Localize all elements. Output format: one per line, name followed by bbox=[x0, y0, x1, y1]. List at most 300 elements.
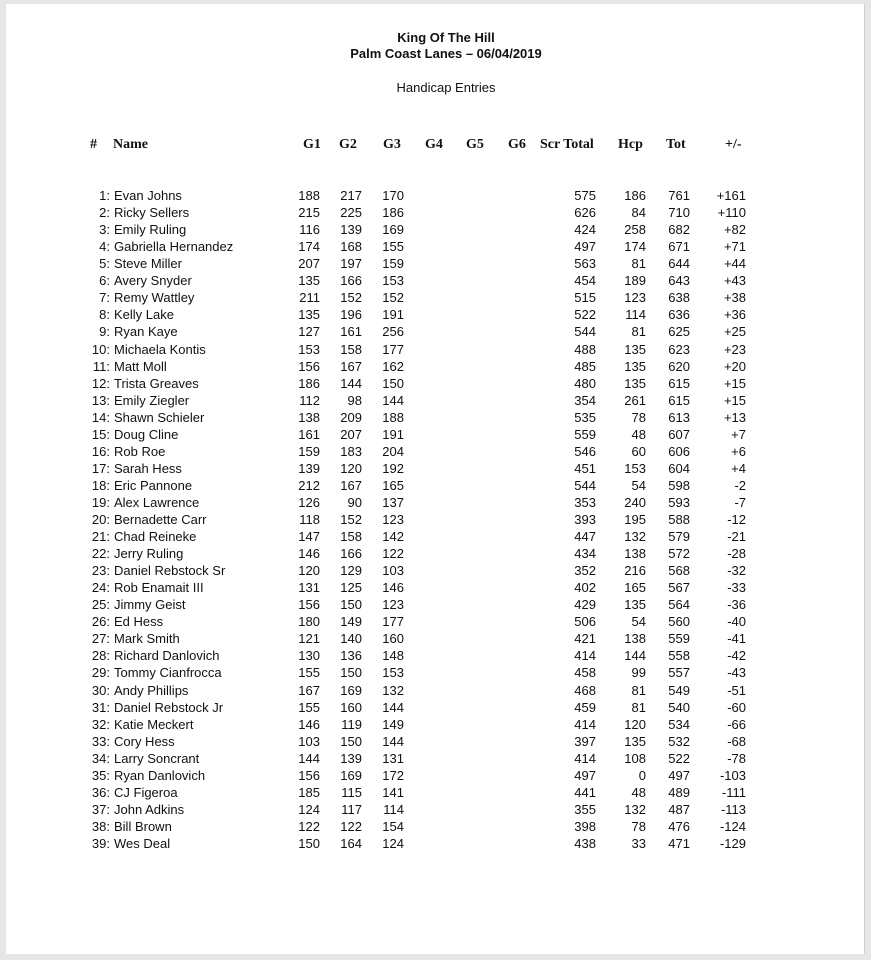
entry-name: Emily Ziegler bbox=[114, 392, 190, 408]
entry-tot: 598 bbox=[668, 477, 690, 493]
entry-name: Mark Smith bbox=[114, 631, 180, 647]
entry-g1: 215 bbox=[298, 205, 320, 221]
entry-g1: 122 bbox=[298, 818, 320, 834]
table-row bbox=[6, 238, 864, 255]
column-header-g1: G1 bbox=[303, 137, 321, 152]
entry-plus-minus: +25 bbox=[723, 324, 746, 340]
table-row bbox=[6, 664, 864, 681]
entry-scr-total: 575 bbox=[574, 188, 596, 203]
entry-plus-minus: -2 bbox=[734, 477, 746, 493]
entry-g3: 165 bbox=[382, 477, 404, 493]
entry-number: 31: bbox=[91, 699, 110, 715]
entry-tot: 636 bbox=[668, 307, 690, 323]
entry-tot: 557 bbox=[668, 665, 690, 681]
entry-number: 14: bbox=[91, 409, 110, 425]
entry-name: Steve Miller bbox=[114, 256, 182, 272]
entry-g2: 207 bbox=[340, 426, 362, 442]
entry-g3: 144 bbox=[382, 699, 404, 715]
entry-g3: 146 bbox=[382, 580, 404, 596]
entry-name: Ricky Sellers bbox=[114, 205, 190, 221]
entry-number: 9: bbox=[99, 324, 110, 340]
entry-g3: 103 bbox=[382, 563, 404, 579]
entry-g1: 146 bbox=[298, 546, 320, 561]
entry-plus-minus: +13 bbox=[723, 409, 746, 425]
entry-g3: 144 bbox=[382, 733, 404, 749]
table-row bbox=[6, 511, 864, 528]
entry-plus-minus: -28 bbox=[727, 546, 746, 561]
entry-plus-minus: -51 bbox=[727, 682, 746, 698]
entry-g1: 186 bbox=[298, 375, 320, 391]
entry-tot: 559 bbox=[668, 631, 690, 647]
table-row bbox=[6, 835, 864, 852]
entry-number: 27: bbox=[91, 631, 110, 647]
entry-g1: 156 bbox=[298, 767, 320, 783]
entry-hcp: 174 bbox=[624, 239, 646, 255]
entry-g2: 90 bbox=[347, 494, 362, 510]
entry-hcp: 48 bbox=[631, 426, 646, 442]
table-row bbox=[6, 272, 864, 289]
entry-number: 36: bbox=[91, 784, 110, 800]
entry-tot: 489 bbox=[668, 784, 690, 800]
entry-name: Gabriella Hernandez bbox=[114, 239, 234, 255]
entry-plus-minus: +44 bbox=[723, 256, 746, 272]
entry-tot: 476 bbox=[668, 818, 690, 834]
entry-scr-total: 402 bbox=[574, 580, 596, 596]
entry-g3: 177 bbox=[382, 341, 404, 357]
entry-number: 24: bbox=[91, 580, 110, 596]
entry-g2: 150 bbox=[340, 665, 362, 681]
entry-scr-total: 485 bbox=[574, 358, 596, 374]
entry-g1: 211 bbox=[299, 290, 320, 306]
entry-g2: 167 bbox=[340, 477, 362, 493]
entry-g1: 116 bbox=[299, 222, 320, 238]
entry-g1: 127 bbox=[298, 324, 320, 340]
entry-hcp: 189 bbox=[624, 273, 646, 289]
entry-scr-total: 424 bbox=[574, 222, 596, 238]
table-row bbox=[6, 784, 864, 801]
entry-g2: 209 bbox=[340, 409, 362, 425]
entry-hcp: 144 bbox=[624, 648, 646, 664]
entry-number: 29: bbox=[91, 665, 110, 681]
entry-hcp: 240 bbox=[624, 494, 646, 510]
table-row bbox=[6, 375, 864, 392]
entry-hcp: 135 bbox=[624, 597, 646, 613]
entry-hcp: 261 bbox=[624, 392, 646, 408]
entry-scr-total: 352 bbox=[574, 563, 596, 579]
entry-name: Eric Pannone bbox=[114, 477, 193, 493]
entry-g2: 166 bbox=[340, 273, 362, 289]
entry-g2: 129 bbox=[340, 563, 362, 579]
entry-g1: 156 bbox=[298, 358, 320, 374]
entry-g1: 120 bbox=[298, 563, 320, 579]
entry-hcp: 84 bbox=[631, 205, 646, 221]
entry-g3: 131 bbox=[382, 750, 404, 766]
entry-name: Trista Greaves bbox=[114, 375, 199, 391]
entry-scr-total: 522 bbox=[574, 307, 596, 323]
entry-number: 10: bbox=[91, 341, 110, 357]
entry-hcp: 60 bbox=[631, 443, 646, 459]
entry-tot: 567 bbox=[668, 580, 690, 596]
entry-number: 13: bbox=[91, 392, 110, 408]
table-row bbox=[6, 306, 864, 323]
entry-plus-minus: -42 bbox=[727, 648, 746, 664]
entry-hcp: 132 bbox=[624, 529, 646, 544]
entry-hcp: 0 bbox=[638, 767, 646, 783]
entry-hcp: 54 bbox=[631, 477, 646, 493]
entry-name: Jerry Ruling bbox=[114, 546, 184, 561]
entry-g1: 147 bbox=[298, 529, 320, 544]
entry-scr-total: 626 bbox=[574, 205, 596, 221]
entry-g2: 139 bbox=[340, 222, 362, 238]
entry-g1: 150 bbox=[298, 835, 320, 851]
entry-g3: 153 bbox=[382, 273, 404, 289]
table-row bbox=[6, 801, 864, 818]
entry-g2: 217 bbox=[340, 188, 362, 203]
entry-plus-minus: -124 bbox=[719, 818, 746, 834]
table-row bbox=[6, 392, 864, 409]
table-row bbox=[6, 767, 864, 784]
entry-g1: 135 bbox=[298, 307, 320, 323]
table-row bbox=[6, 596, 864, 613]
entry-plus-minus: -43 bbox=[727, 665, 746, 681]
entry-g3: 204 bbox=[382, 443, 404, 459]
entry-g3: 159 bbox=[382, 256, 404, 272]
entry-plus-minus: +38 bbox=[723, 290, 746, 306]
entry-scr-total: 414 bbox=[574, 716, 596, 732]
entry-hcp: 135 bbox=[624, 341, 646, 357]
entry-tot: 604 bbox=[668, 460, 690, 476]
entry-plus-minus: -60 bbox=[727, 699, 746, 715]
entry-tot: 615 bbox=[668, 392, 690, 408]
entry-hcp: 123 bbox=[624, 290, 646, 306]
entry-g3: 148 bbox=[382, 648, 404, 664]
entry-g3: 137 bbox=[382, 494, 404, 510]
entry-name: Remy Wattley bbox=[114, 290, 195, 306]
entry-plus-minus: +43 bbox=[723, 273, 746, 289]
entry-name: Rob Roe bbox=[114, 443, 166, 459]
entry-name: Sarah Hess bbox=[114, 460, 182, 476]
entry-name: Evan Johns bbox=[114, 188, 182, 203]
entry-scr-total: 354 bbox=[574, 392, 596, 408]
entry-tot: 579 bbox=[668, 529, 690, 544]
table-row bbox=[6, 716, 864, 733]
entry-name: Shawn Schieler bbox=[114, 409, 205, 425]
entry-tot: 606 bbox=[668, 443, 690, 459]
entry-g3: 177 bbox=[382, 614, 404, 630]
entry-name: John Adkins bbox=[114, 801, 185, 817]
entry-g2: 166 bbox=[340, 546, 362, 561]
entry-name: Bernadette Carr bbox=[114, 511, 207, 527]
entry-scr-total: 438 bbox=[574, 835, 596, 851]
entry-number: 15: bbox=[91, 426, 110, 442]
column-header-scr-total: Scr Total bbox=[540, 137, 594, 152]
entry-g3: 132 bbox=[382, 682, 404, 698]
entry-number: 2: bbox=[99, 205, 110, 221]
entry-number: 25: bbox=[91, 597, 110, 613]
entry-plus-minus: -21 bbox=[727, 529, 746, 544]
entry-g1: 118 bbox=[299, 511, 320, 527]
entry-g1: 188 bbox=[298, 188, 320, 203]
entry-g1: 155 bbox=[298, 665, 320, 681]
table-row bbox=[6, 289, 864, 306]
table-row bbox=[6, 750, 864, 767]
entry-hcp: 195 bbox=[624, 511, 646, 527]
entry-name: Katie Meckert bbox=[114, 716, 194, 732]
entry-scr-total: 441 bbox=[574, 784, 596, 800]
entry-plus-minus: +71 bbox=[723, 239, 746, 255]
entry-scr-total: 353 bbox=[574, 494, 596, 510]
entry-g2: 139 bbox=[340, 750, 362, 766]
entry-hcp: 108 bbox=[624, 750, 646, 766]
entry-number: 18: bbox=[91, 477, 110, 493]
table-row bbox=[6, 733, 864, 750]
entry-g2: 119 bbox=[341, 716, 362, 732]
entry-hcp: 135 bbox=[624, 733, 646, 749]
entry-g1: 130 bbox=[298, 648, 320, 664]
entry-scr-total: 559 bbox=[574, 426, 596, 442]
table-row bbox=[6, 494, 864, 511]
entry-tot: 710 bbox=[668, 205, 690, 221]
entry-name: Tommy Cianfrocca bbox=[114, 665, 222, 681]
entry-g2: 125 bbox=[340, 580, 362, 596]
entry-g1: 153 bbox=[298, 341, 320, 357]
entry-hcp: 216 bbox=[624, 563, 646, 579]
entry-number: 30: bbox=[91, 682, 110, 698]
entry-name: Andy Phillips bbox=[114, 682, 189, 698]
entry-g3: 169 bbox=[382, 222, 404, 238]
entry-plus-minus: -78 bbox=[727, 750, 746, 766]
entry-number: 12: bbox=[91, 375, 110, 391]
entry-tot: 549 bbox=[668, 682, 690, 698]
entry-g2: 149 bbox=[340, 614, 362, 630]
entry-g3: 256 bbox=[382, 324, 404, 340]
table-row bbox=[6, 221, 864, 238]
entry-number: 21: bbox=[91, 529, 110, 544]
entry-plus-minus: -113 bbox=[720, 801, 746, 817]
entry-name: Emily Ruling bbox=[114, 222, 187, 238]
entry-scr-total: 447 bbox=[574, 529, 596, 544]
entry-plus-minus: +7 bbox=[731, 426, 746, 442]
entry-scr-total: 414 bbox=[574, 750, 596, 766]
entry-tot: 607 bbox=[668, 426, 690, 442]
entry-plus-minus: +82 bbox=[723, 222, 746, 238]
entry-plus-minus: -12 bbox=[727, 511, 746, 527]
column-header-hcp: Hcp bbox=[618, 137, 643, 152]
entry-scr-total: 563 bbox=[574, 256, 596, 272]
entry-plus-minus: +23 bbox=[723, 341, 746, 357]
entry-number: 19: bbox=[91, 494, 110, 510]
entry-g3: 150 bbox=[382, 375, 404, 391]
entry-g1: 185 bbox=[298, 784, 320, 800]
entry-name: Ryan Kaye bbox=[114, 324, 178, 340]
entry-hcp: 78 bbox=[631, 818, 646, 834]
entry-name: Ryan Danlovich bbox=[114, 767, 206, 783]
table-row bbox=[6, 358, 864, 375]
entry-tot: 625 bbox=[668, 324, 690, 340]
entry-g2: 117 bbox=[341, 801, 362, 817]
entry-g2: 158 bbox=[340, 529, 362, 544]
entry-number: 7: bbox=[99, 290, 110, 306]
entry-number: 35: bbox=[91, 767, 110, 783]
entry-g2: 152 bbox=[340, 511, 362, 527]
entry-g3: 124 bbox=[382, 835, 404, 851]
entry-number: 6: bbox=[99, 273, 110, 289]
entry-tot: 615 bbox=[668, 375, 690, 391]
entry-tot: 620 bbox=[668, 358, 690, 374]
entry-plus-minus: -32 bbox=[727, 563, 746, 579]
column-header-g6: G6 bbox=[508, 137, 526, 152]
entry-plus-minus: +15 bbox=[723, 392, 746, 408]
entry-g3: 160 bbox=[382, 631, 404, 647]
entry-g2: 150 bbox=[340, 733, 362, 749]
column-header-g2: G2 bbox=[339, 137, 357, 152]
document-title: King Of The Hill bbox=[397, 30, 495, 45]
entry-number: 3: bbox=[99, 222, 110, 238]
entry-scr-total: 397 bbox=[574, 733, 596, 749]
entry-hcp: 165 bbox=[624, 580, 646, 596]
entry-scr-total: 488 bbox=[574, 341, 596, 357]
column-header-g3: G3 bbox=[383, 137, 401, 152]
entry-g2: 122 bbox=[340, 818, 362, 834]
entry-name: Kelly Lake bbox=[114, 307, 174, 323]
entry-hcp: 114 bbox=[625, 307, 646, 323]
section-title: Handicap Entries bbox=[396, 80, 496, 95]
table-row bbox=[6, 818, 864, 835]
table-row bbox=[6, 443, 864, 460]
entry-g3: 155 bbox=[382, 239, 404, 255]
entry-name: Alex Lawrence bbox=[114, 494, 200, 510]
entry-scr-total: 429 bbox=[574, 597, 596, 613]
entry-g1: 155 bbox=[298, 699, 320, 715]
entry-tot: 593 bbox=[668, 494, 690, 510]
entry-hcp: 81 bbox=[631, 682, 646, 698]
entry-plus-minus: -36 bbox=[727, 597, 746, 613]
entry-g2: 196 bbox=[340, 307, 362, 323]
entry-g3: 186 bbox=[382, 205, 404, 221]
entry-scr-total: 544 bbox=[574, 324, 596, 340]
entry-name: Michaela Kontis bbox=[114, 341, 206, 357]
column-header-name: Name bbox=[113, 137, 148, 152]
entry-g1: 156 bbox=[298, 597, 320, 613]
entry-number: 20: bbox=[91, 511, 110, 527]
entry-g1: 207 bbox=[298, 256, 320, 272]
entry-name: Richard Danlovich bbox=[114, 648, 220, 664]
entry-g2: 152 bbox=[340, 290, 362, 306]
entry-g1: 167 bbox=[298, 682, 320, 698]
entry-hcp: 138 bbox=[624, 546, 646, 561]
entry-g3: 188 bbox=[382, 409, 404, 425]
column-header-g5: G5 bbox=[466, 137, 484, 152]
entry-g1: 126 bbox=[298, 494, 320, 510]
entry-name: Rob Enamait III bbox=[114, 580, 204, 596]
entry-g1: 138 bbox=[298, 409, 320, 425]
entry-g1: 103 bbox=[298, 733, 320, 749]
table-row bbox=[6, 460, 864, 477]
entry-number: 11: bbox=[92, 358, 110, 374]
entry-name: Jimmy Geist bbox=[114, 597, 186, 613]
entry-plus-minus: +36 bbox=[723, 307, 746, 323]
entry-tot: 540 bbox=[668, 699, 690, 715]
entry-g1: 212 bbox=[298, 477, 320, 493]
table-row bbox=[6, 682, 864, 699]
entry-name: Larry Soncrant bbox=[114, 750, 200, 766]
entry-scr-total: 393 bbox=[574, 511, 596, 527]
entry-tot: 534 bbox=[668, 716, 690, 732]
entry-plus-minus: +4 bbox=[731, 460, 746, 476]
entry-number: 4: bbox=[99, 239, 110, 255]
entry-number: 33: bbox=[91, 733, 110, 749]
entry-g3: 123 bbox=[382, 597, 404, 613]
entry-g3: 192 bbox=[382, 460, 404, 476]
entry-hcp: 33 bbox=[631, 835, 646, 851]
entry-g1: 139 bbox=[298, 460, 320, 476]
entry-g1: 144 bbox=[298, 750, 320, 766]
column-header-g4: G4 bbox=[425, 137, 443, 152]
entry-tot: 644 bbox=[668, 256, 690, 272]
table-row bbox=[6, 204, 864, 221]
entry-hcp: 153 bbox=[624, 460, 646, 476]
entry-name: Daniel Rebstock Sr bbox=[114, 563, 226, 579]
entry-plus-minus: -111 bbox=[721, 784, 746, 800]
entry-scr-total: 451 bbox=[574, 460, 596, 476]
entry-g1: 124 bbox=[298, 801, 320, 817]
entry-number: 17: bbox=[91, 460, 110, 476]
entry-scr-total: 544 bbox=[574, 477, 596, 493]
entry-plus-minus: -68 bbox=[727, 733, 746, 749]
entry-hcp: 78 bbox=[631, 409, 646, 425]
entry-hcp: 138 bbox=[624, 631, 646, 647]
entry-name: Cory Hess bbox=[114, 733, 175, 749]
entry-g1: 121 bbox=[298, 631, 320, 647]
entry-scr-total: 459 bbox=[574, 699, 596, 715]
entry-plus-minus: -40 bbox=[727, 614, 746, 630]
entry-g2: 115 bbox=[341, 784, 362, 800]
table-row bbox=[6, 341, 864, 358]
entry-g3: 149 bbox=[382, 716, 404, 732]
entry-plus-minus: -41 bbox=[727, 631, 746, 647]
entry-number: 32: bbox=[91, 716, 110, 732]
entry-g1: 180 bbox=[298, 614, 320, 630]
entry-g3: 162 bbox=[382, 358, 404, 374]
entry-scr-total: 421 bbox=[574, 631, 596, 647]
entry-plus-minus: -66 bbox=[727, 716, 746, 732]
entry-scr-total: 497 bbox=[574, 239, 596, 255]
entry-g3: 191 bbox=[382, 426, 404, 442]
entry-g2: 164 bbox=[340, 835, 362, 851]
entry-tot: 613 bbox=[668, 409, 690, 425]
entry-hcp: 132 bbox=[624, 801, 646, 817]
entry-plus-minus: +110 bbox=[717, 205, 746, 221]
entry-g1: 146 bbox=[298, 716, 320, 732]
entry-g2: 167 bbox=[340, 358, 362, 374]
entry-plus-minus: +15 bbox=[723, 375, 746, 391]
entry-g2: 150 bbox=[340, 597, 362, 613]
entry-g2: 136 bbox=[340, 648, 362, 664]
entry-plus-minus: -33 bbox=[727, 580, 746, 596]
entry-tot: 623 bbox=[668, 341, 690, 357]
entry-tot: 487 bbox=[668, 801, 690, 817]
entry-hcp: 81 bbox=[631, 256, 646, 272]
entry-name: Daniel Rebstock Jr bbox=[114, 699, 224, 715]
entry-number: 34: bbox=[91, 750, 110, 766]
entry-scr-total: 414 bbox=[574, 648, 596, 664]
entry-name: Wes Deal bbox=[114, 835, 171, 851]
entry-number: 8: bbox=[99, 307, 110, 323]
table-row bbox=[6, 426, 864, 443]
entry-g2: 158 bbox=[340, 341, 362, 357]
entry-plus-minus: +161 bbox=[716, 188, 746, 203]
column-header-tot: Tot bbox=[666, 137, 686, 152]
